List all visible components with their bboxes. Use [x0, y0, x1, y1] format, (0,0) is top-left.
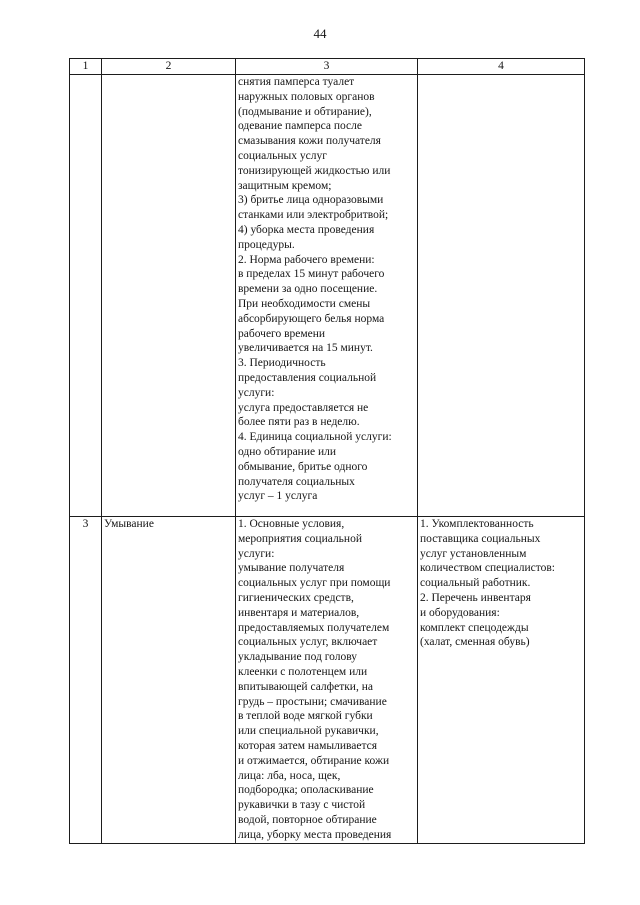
text-line: (подмывание и обтирание), — [238, 105, 372, 118]
service-name-cell: Умывание — [102, 517, 236, 844]
text-line: 2. Перечень инвентаря — [420, 591, 531, 604]
text-line: (халат, сменная обувь) — [420, 636, 530, 649]
text-line: или специальной рукавички, — [238, 725, 379, 738]
text-line: абсорбирующего белья норма — [238, 312, 385, 325]
row-number-cell: 3 — [70, 517, 102, 844]
text-line: наружных половых органов — [238, 90, 375, 103]
text-line: услуга предоставляется не — [238, 401, 369, 414]
text-line: количеством специалистов: — [420, 562, 555, 575]
text-line: 2. Норма рабочего времени: — [238, 253, 375, 266]
text-line: социальных услуг — [238, 149, 327, 162]
text-line: и отжимается, обтирание кожи — [238, 754, 390, 767]
text-line: 1. Основные условия, — [238, 518, 345, 530]
text-line: подбородка; ополаскивание — [238, 784, 374, 797]
text-line: социальный работник. — [420, 577, 531, 590]
text-line: грудь – простыни; смачивание — [238, 695, 387, 708]
text-line: получателя социальных — [238, 475, 355, 488]
table-row — [70, 517, 585, 844]
text-line: станками или электробритвой; — [238, 209, 389, 222]
text-line: в пределах 15 минут рабочего — [238, 268, 385, 281]
text-line: более пяти раз в неделю. — [238, 416, 360, 429]
text-line: лица: лба, носа, щек, — [238, 769, 341, 782]
text-line: При необходимости смены — [238, 297, 371, 310]
text-line: тонизирующей жидкостью или — [238, 164, 391, 177]
text-line: впитывающей салфетки, на — [238, 680, 373, 693]
text-line: поставщика социальных — [420, 532, 541, 545]
header-col-3: 3 — [236, 59, 418, 75]
text-line: клеенки с полотенцем или — [238, 665, 368, 678]
text-line: одевание памперса после — [238, 120, 362, 133]
text-line: социальных услуг при помощи — [238, 577, 391, 590]
page-number: 44 — [313, 26, 327, 41]
text-line: в теплой воде мягкой губки — [238, 710, 373, 723]
header-col-4: 4 — [418, 59, 585, 75]
text-line: услуги: — [238, 547, 275, 560]
text-line: 4. Единица социальной услуги: — [238, 431, 392, 444]
text-line: увеличивается на 15 минут. — [238, 342, 373, 355]
text-line: 1. Укомплектованность — [420, 518, 534, 530]
text-line: 3. Периодичность — [238, 357, 326, 370]
text-line: которая затем намыливается — [238, 739, 378, 752]
text-line: услуг установленным — [420, 547, 527, 560]
text-line: времени за одно посещение. — [238, 283, 378, 296]
text-line: рабочего времени — [238, 327, 326, 340]
text-line: 4) уборка места проведения — [238, 223, 375, 236]
text-line: инвентаря и материалов, — [238, 606, 360, 619]
text-line: 3) бритье лица одноразовыми — [238, 194, 384, 207]
text-line: обмывание, бритье одного — [238, 460, 368, 473]
row-number-cell — [70, 75, 102, 517]
text-line: услуги: — [238, 386, 275, 399]
table-header-row — [70, 59, 585, 75]
service-name-cell — [102, 75, 236, 517]
text-line: мероприятия социальной — [238, 532, 362, 545]
text-line: и оборудования: — [420, 606, 500, 619]
text-line: смазывания кожи получателя — [238, 135, 381, 148]
staffing-cell — [418, 75, 585, 517]
header-col-2: 2 — [102, 59, 236, 75]
text-line: защитным кремом; — [238, 179, 332, 192]
services-table — [69, 58, 585, 844]
text-line: одно обтирание или — [238, 445, 337, 458]
conditions-cell — [236, 517, 418, 844]
text-line: предоставления социальной — [238, 371, 377, 384]
text-line: гигиенических средств, — [238, 591, 354, 604]
staffing-cell — [418, 517, 585, 844]
header-col-1: 1 — [70, 59, 102, 75]
text-line: процедуры. — [238, 238, 295, 251]
text-line: водой, повторное обтирание — [238, 813, 377, 826]
text-line: снятия памперса туалет — [238, 76, 355, 88]
text-line: укладывание под голову — [238, 651, 358, 664]
conditions-cell — [236, 75, 418, 517]
text-line: предоставляемых получателем — [238, 621, 390, 634]
text-line: рукавички в тазу с чистой — [238, 799, 366, 812]
table-row — [70, 75, 585, 517]
text-line: лица, уборку места проведения — [238, 828, 392, 841]
text-line: комплект спецодежды — [420, 621, 529, 634]
text-line: услуг – 1 услуга — [238, 490, 318, 503]
text-line: умывание получателя — [238, 562, 345, 575]
text-line: социальных услуг, включает — [238, 636, 378, 649]
